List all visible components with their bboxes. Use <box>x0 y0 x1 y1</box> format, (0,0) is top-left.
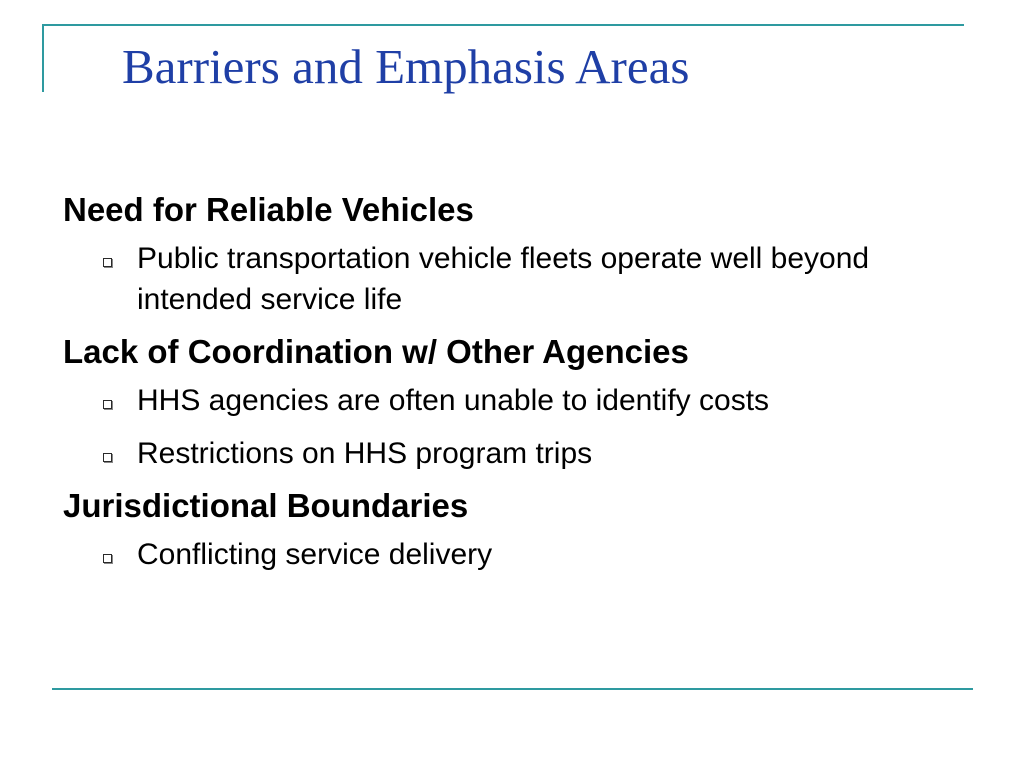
bullet-text: Conflicting service delivery <box>137 538 493 571</box>
hollow-square-bullet-icon <box>103 554 112 563</box>
top-divider-line <box>42 24 964 26</box>
hollow-square-bullet-icon <box>103 453 112 462</box>
section-heading: Need for Reliable Vehicles <box>63 191 474 228</box>
bullet-item <box>63 433 927 474</box>
hollow-square-bullet-icon <box>103 400 112 409</box>
bullet-text: Restrictions on HHS program trips <box>137 437 593 470</box>
bullet-item <box>63 380 927 421</box>
bullet-list <box>63 238 963 320</box>
slide-body <box>63 190 963 587</box>
bullet-item <box>63 238 927 320</box>
bullet-item <box>63 534 927 575</box>
left-divider-line <box>42 24 44 92</box>
bullet-list <box>63 534 963 575</box>
bullet-list <box>63 380 963 474</box>
section-reliable-vehicles <box>63 190 963 320</box>
bottom-divider-line <box>52 688 973 690</box>
bullet-text: HHS agencies are often unable to identify costs <box>137 384 770 417</box>
slide-title: Barriers and Emphasis Areas <box>122 39 690 94</box>
section-heading: Jurisdictional Boundaries <box>63 487 469 524</box>
section-heading: Lack of Coordination w/ Other Agencies <box>63 333 689 370</box>
section-coordination <box>63 332 963 474</box>
bullet-text: Public transportation vehicle fleets operate well beyond intended service life <box>137 242 870 316</box>
hollow-square-bullet-icon <box>103 258 112 267</box>
section-jurisdictional-boundaries <box>63 486 963 575</box>
